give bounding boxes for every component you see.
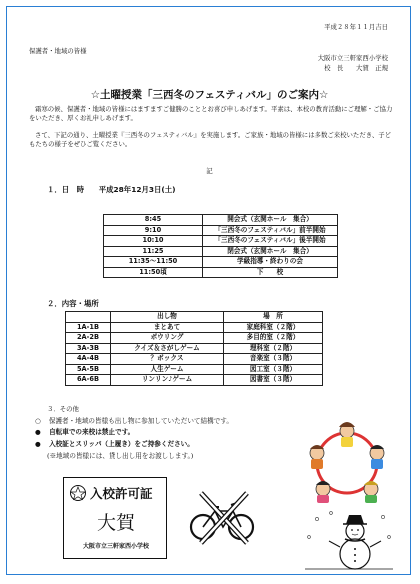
schedule-event: 「三西冬のフェスティバル」後半開始 — [203, 236, 338, 247]
schedule-event: 開会式（玄関ホール 集合） — [203, 215, 338, 226]
entry-pass — [63, 477, 167, 559]
table-header-row — [66, 312, 323, 323]
table-row — [104, 215, 338, 226]
class-cell: 5A-5B — [66, 364, 111, 375]
class-cell: 1A-1B — [66, 322, 111, 333]
document-title: ☆土曜授業「三西冬のフェスティバル」のご案内☆ — [90, 89, 329, 101]
show-cell: ？ボックス — [111, 354, 224, 365]
school-name: 大阪市立三軒家西小学校 — [317, 54, 388, 62]
note-item — [35, 440, 194, 449]
schedule-time: 10:10 — [104, 236, 203, 247]
note-text: 入校証とスリッパ（上履き）をご持参ください。 — [49, 440, 194, 448]
class-cell: 3A-3B — [66, 343, 111, 354]
place-cell: 多目的室（２階） — [224, 333, 323, 344]
bullet-mark: ○ — [35, 417, 41, 425]
table-row — [66, 375, 323, 386]
note-item — [35, 428, 134, 437]
ki-marker: 記 — [206, 167, 213, 175]
place-cell: 図書室（３階） — [224, 375, 323, 386]
greeting-paragraph: 霜寒の候、保護者・地域の皆様にはますますご健勝のこととお喜び申しあげます。平素は、本校の教育活動にご理解・ご協力をいただき、厚くお礼申しあげます。 — [29, 105, 393, 122]
bullet-mark: ● — [35, 428, 41, 436]
notice-page — [6, 6, 411, 575]
snowman-icon — [297, 507, 397, 571]
table-row — [66, 322, 323, 333]
school-emblem-icon — [69, 484, 87, 502]
section1-heading: １．日 時 平成28年12月3日(土) — [47, 185, 176, 194]
note-item — [35, 417, 233, 426]
issue-date: 平成２８年１１月吉日 — [324, 23, 388, 31]
table-row — [66, 354, 323, 365]
column-header — [66, 312, 111, 323]
class-cell: 6A-6B — [66, 375, 111, 386]
note-text: (※地域の皆様には、貸し出し用をお渡しします。) — [47, 452, 194, 460]
bullet-mark: ● — [35, 440, 41, 448]
schedule-time: 11:50頃 — [104, 267, 203, 278]
schedule-time: 11:35～11:50 — [104, 257, 203, 268]
table-row — [66, 333, 323, 344]
table-row — [66, 364, 323, 375]
table-row — [104, 246, 338, 257]
schedule-event: 学級指導・終わりの会 — [203, 257, 338, 268]
class-cell: 2A-2B — [66, 333, 111, 344]
pass-title: 入校許可証 — [90, 486, 153, 501]
schedule-time: 11:25 — [104, 246, 203, 257]
no-bicycle-icon — [187, 489, 259, 547]
place-cell: 家庭科室（２階） — [224, 322, 323, 333]
column-header: 場 所 — [224, 312, 323, 323]
schedule-table — [103, 214, 338, 278]
table-row — [104, 267, 338, 278]
addressee: 保護者・地域の皆様 — [29, 47, 87, 55]
section2-heading: ２．内容・場所 — [47, 299, 99, 308]
table-row — [104, 257, 338, 268]
place-cell: 図工室（３階） — [224, 364, 323, 375]
section3-heading: ３．その他 — [47, 405, 79, 413]
show-cell: リンリン♪ゲーム — [111, 375, 224, 386]
schedule-event: 閉会式（玄関ホール 集合） — [203, 246, 338, 257]
column-header: 出し物 — [111, 312, 224, 323]
booths-table — [65, 311, 323, 386]
table-row — [66, 343, 323, 354]
schedule-event: 「三西冬のフェスティバル」前半開始 — [203, 225, 338, 236]
note-item — [47, 452, 193, 461]
schedule-event: 下 校 — [203, 267, 338, 278]
class-cell: 4A-4B — [66, 354, 111, 365]
place-cell: 理科室（２階） — [224, 343, 323, 354]
schedule-time: 9:10 — [104, 225, 203, 236]
table-row — [104, 225, 338, 236]
show-cell: クイズ＆さがしゲーム — [111, 343, 224, 354]
announcement-paragraph: さて、下記の通り、土曜授業『三西冬のフェスティバル』を実施します。ご家族・地域の皆様には多数ご来校いただき、子どもたちの様子をぜひご覧ください。 — [29, 131, 392, 148]
children-circle-icon — [297, 415, 397, 507]
pass-holder-name: 大賀 — [96, 512, 135, 534]
place-cell: 音楽室（３階） — [224, 354, 323, 365]
principal-name: 校 長 大賀 正規 — [324, 64, 388, 72]
table-row — [104, 236, 338, 247]
show-cell: 人生ゲーム — [111, 364, 224, 375]
show-cell: ボウリング — [111, 333, 224, 344]
show-cell: まとあて — [111, 322, 224, 333]
pass-school: 大阪市立三軒家西小学校 — [82, 543, 149, 550]
note-text: 保護者・地域の皆様も出し物に参加していただいて結構です。 — [48, 417, 233, 425]
schedule-time: 8:45 — [104, 215, 203, 226]
note-text: 自転車での来校は禁止です。 — [49, 428, 135, 436]
